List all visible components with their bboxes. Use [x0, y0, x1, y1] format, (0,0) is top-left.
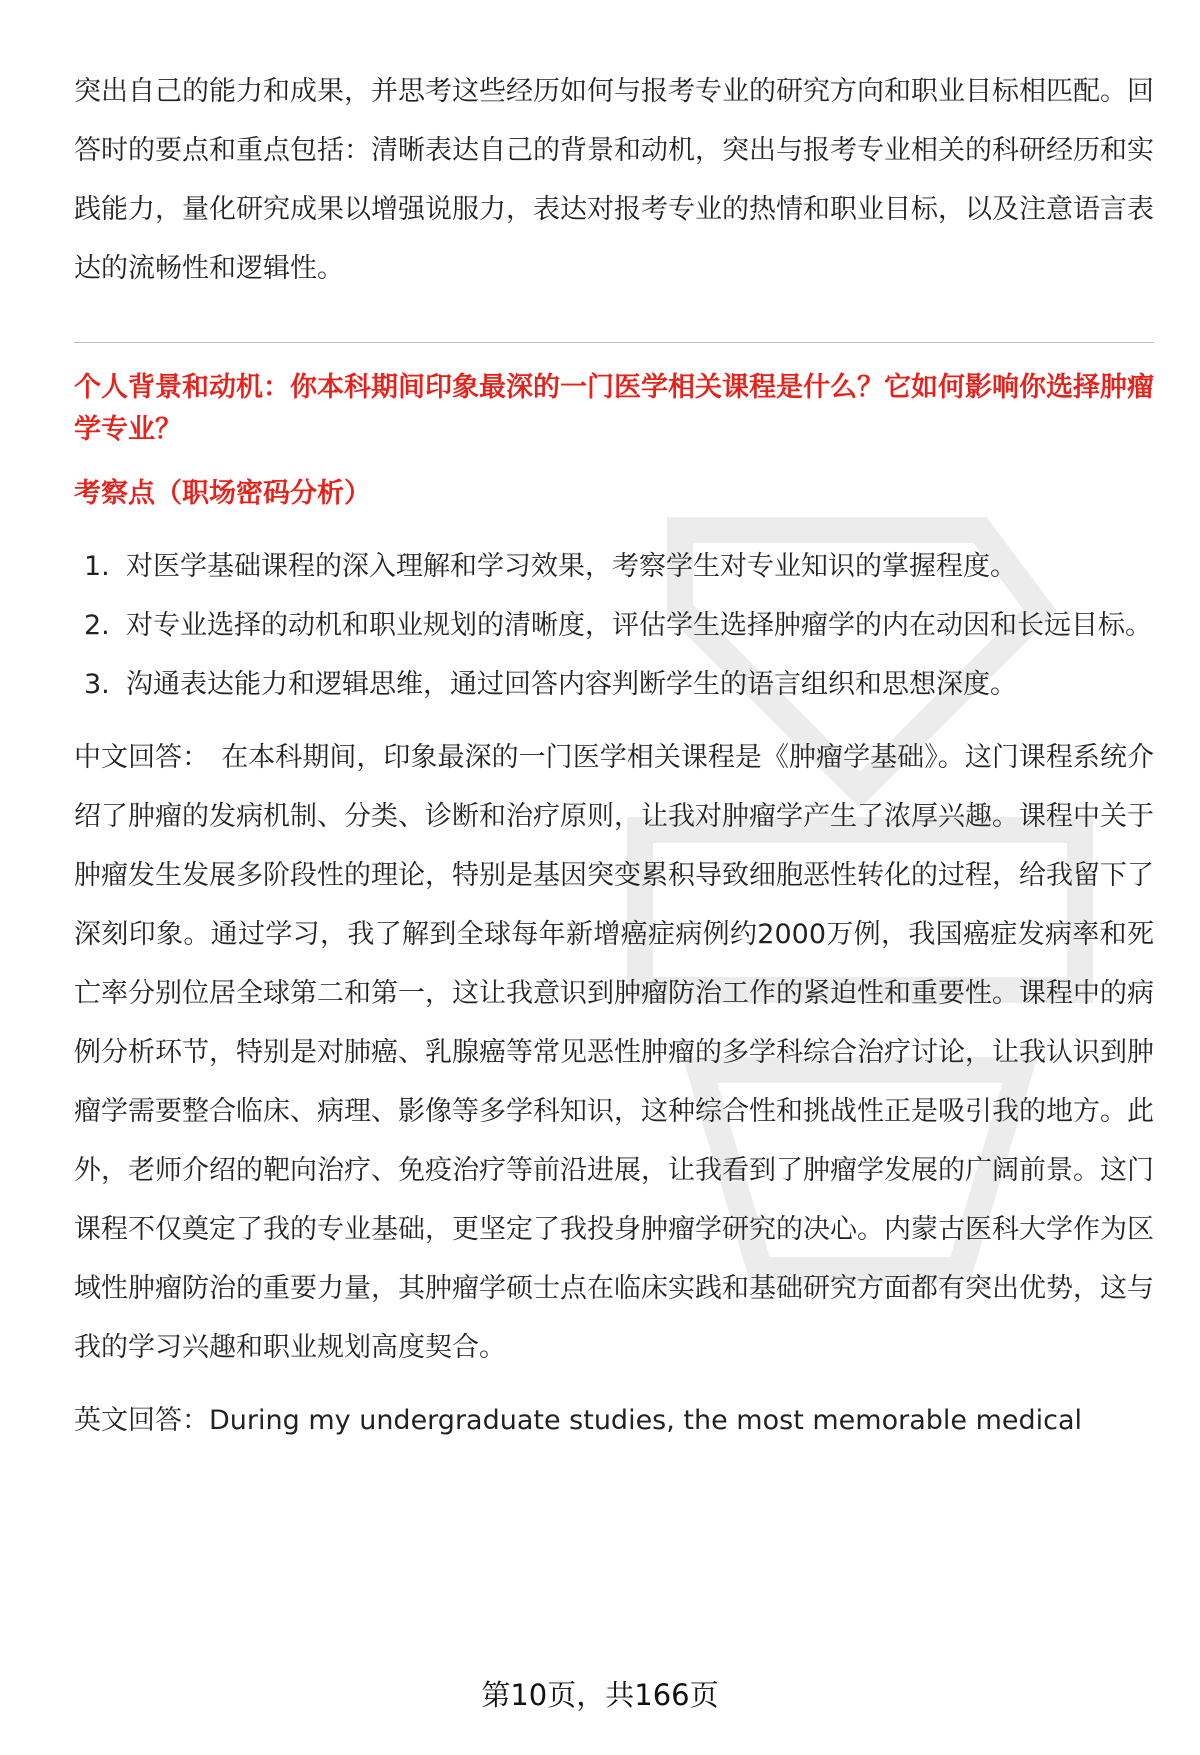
point-text: 对医学基础课程的深入理解和学习效果，考察学生对专业知识的掌握程度。	[126, 551, 1017, 582]
point-text: 对专业选择的动机和职业规划的清晰度，评估学生选择肿瘤学的内在动因和长远目标。	[126, 610, 1152, 641]
assessment-heading: 考察点（职场密码分析）	[74, 478, 371, 509]
point-text: 沟通表达能力和逻辑思维，通过回答内容判断学生的语言组织和思想深度。	[126, 669, 1017, 700]
assessment-points-list	[74, 537, 1154, 714]
english-answer-text: During my undergraduate studies, the most memorable medical	[209, 1405, 1083, 1436]
chinese-answer-label: 中文回答：	[74, 742, 210, 773]
assessment-point	[74, 655, 1154, 714]
point-number: 1.	[84, 551, 110, 582]
chinese-answer	[74, 728, 1154, 1377]
page-number-footer: 第10页，共166页	[481, 1678, 719, 1712]
assessment-point	[74, 596, 1154, 655]
point-number: 3.	[84, 669, 110, 700]
point-number: 2.	[84, 610, 110, 641]
english-answer-label: 英文回答：	[74, 1405, 209, 1436]
english-answer	[74, 1391, 1154, 1450]
chinese-answer-text: 在本科期间，印象最深的一门医学相关课程是《肿瘤学基础》。这门课程系统介绍了肿瘤的发病机制、分类、诊断和治疗原则，让我对肿瘤学产生了浓厚兴趣。课程中关于肿瘤发生发展多阶段性的理论，特别是基因突变累积导致细胞恶性转化的过程，给我留下了深刻印象。通过学习，我了解到全球每年新增癌症病例约2000万例，我国癌症发病率和死亡率分别位居全球第二和第一，这让我意识到肿瘤防治工作的紧迫性和重要性。课程中的病例分析环节，特别是对肺癌、乳腺癌等常见恶性肿瘤的多学科综合治疗讨论，让我认识到肿瘤学需要整合临床、病理、影像等多学科知识，这种综合性和挑战性正是吸引我的地方。此外，老师介绍的靶向治疗、免疫治疗等前沿进展，让我看到了肿瘤学发展的广阔前景。这门课程不仅奠定了我的专业基础，更坚定了我投身肿瘤学研究的决心。内蒙古医科大学作为区域性肿瘤防治的重要力量，其肿瘤学硕士点在临床实践和基础研究方面都有突出优势，这与我的学习兴趣和职业规划高度契合。	[74, 742, 1155, 1363]
intro-paragraph: 突出自己的能力和成果，并思考这些经历如何与报考专业的研究方向和职业目标相匹配。回答时的要点和重点包括：清晰表达自己的背景和动机，突出与报考专业相关的科研经历和实践能力，量化研究成果以增强说服力，表达对报考专业的热情和职业目标，以及注意语言表达的流畅性和逻辑性。	[74, 76, 1154, 284]
question-heading: 个人背景和动机：你本科期间印象最深的一门医学相关课程是什么？它如何影响你选择肿瘤学专业？	[74, 372, 1154, 445]
assessment-point	[74, 537, 1154, 596]
document-page	[74, 62, 1154, 1450]
section-divider	[74, 342, 1154, 343]
